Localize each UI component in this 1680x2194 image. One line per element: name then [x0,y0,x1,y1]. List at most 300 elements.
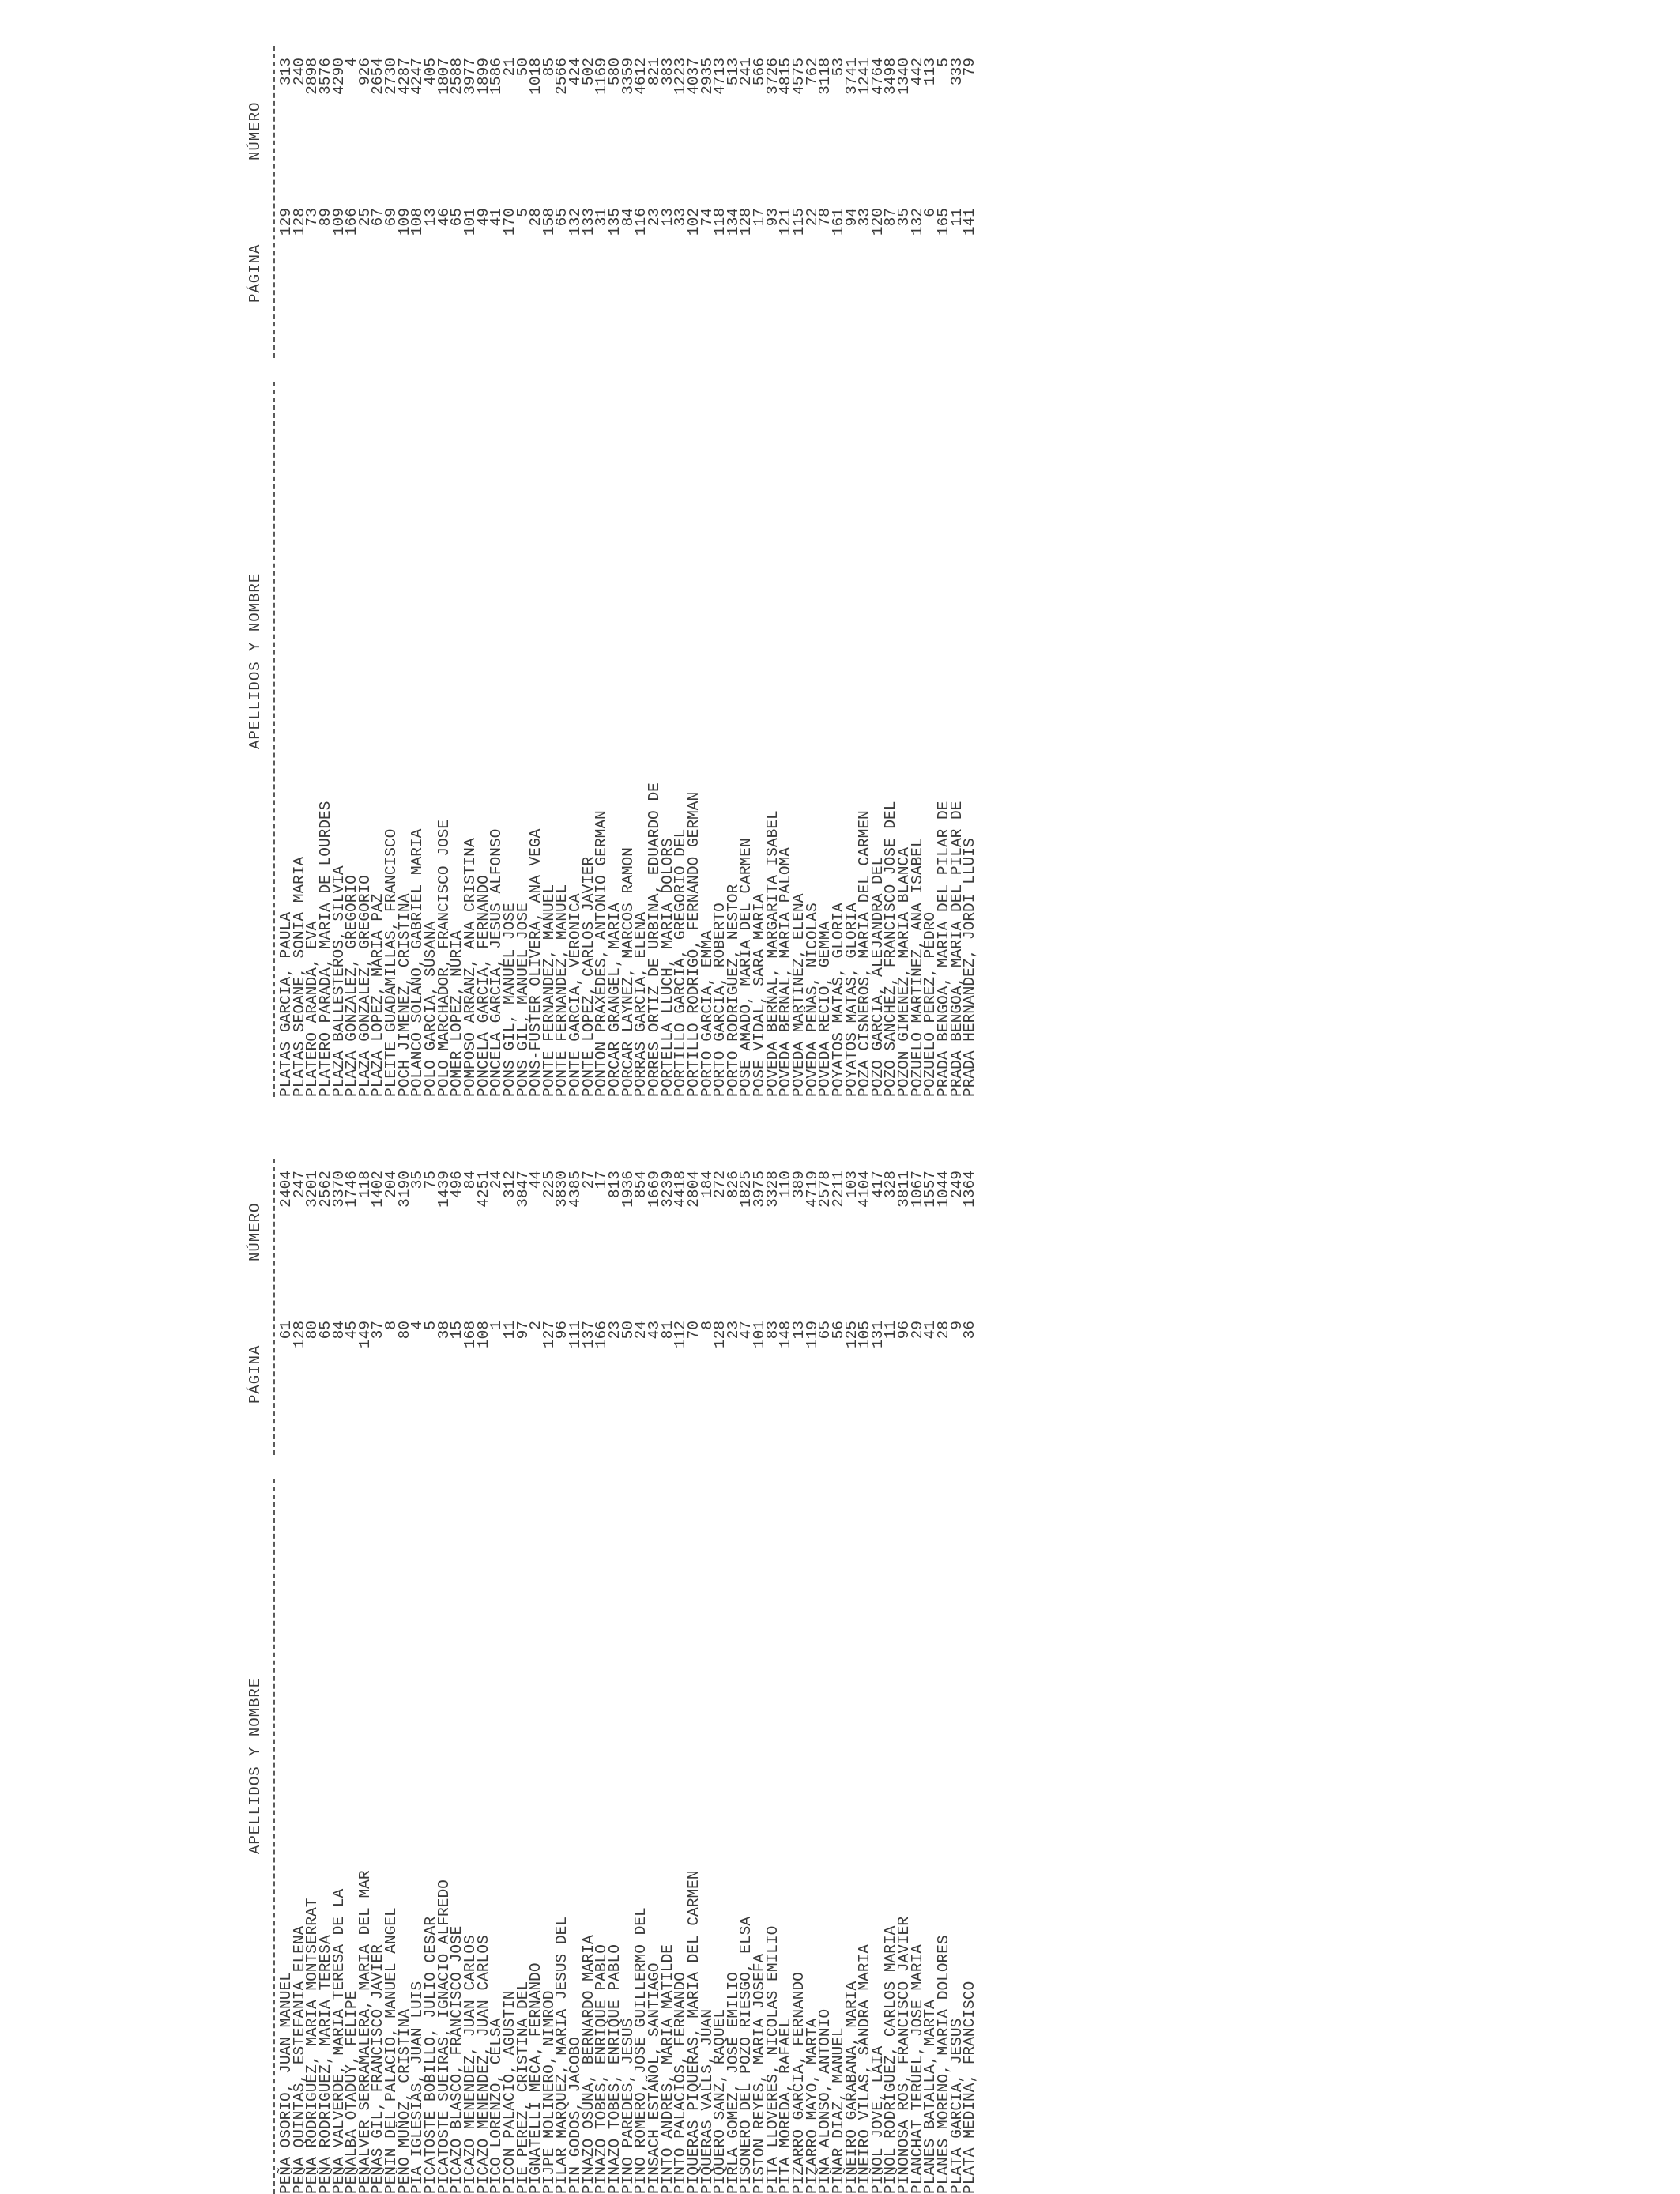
entry-name: PLANCHAT TERUEL, JOSE MARIA [908,1944,926,2194]
entry-number: 2935 [698,58,716,95]
entry-number: 826 [724,1171,742,1199]
entry-page: 13 [789,1321,808,1340]
entry-number: 1044 [935,1171,953,1208]
entry-number: 249 [947,1171,966,1199]
entry-page: 94 [842,208,861,227]
entry-page: 109 [330,208,348,236]
entry-page: 23 [606,1321,624,1340]
entry-page: 115 [789,208,808,236]
entry-name: PIE PEREZ, CRISTINA DEL [514,1981,532,2194]
entry-page: 1 [488,1321,506,1330]
entry-page: 45 [343,1321,361,1340]
entry-name: PLANES MORENO, MARIA DOLORES [935,1935,953,2194]
entry-number: 1586 [488,58,506,95]
entry-page: 128 [711,1321,729,1349]
entry-name: PONCELA GARCIA, JESUS ALFONSO [488,828,506,1097]
entry-number: 3239 [658,1171,676,1208]
entry-number: 417 [868,1171,887,1199]
entry-name: PIA IGLESIAS, JUAN LUIS [409,1981,427,2194]
entry-name: POYATOS MATAS, GLORIA [829,903,847,1097]
entry-number: 580 [606,58,624,86]
entry-number: 1439 [435,1171,453,1208]
entry-page: 65 [316,1321,334,1340]
entry-name: PINO PAREDES, JESUS [619,2018,637,2194]
entry-page: 33 [856,208,874,227]
entry-page: 134 [724,208,742,236]
entry-page: 65 [816,1321,834,1340]
entry-name: POVEDA BERNAL, MARIA PALOMA [777,847,795,1097]
entry-page: 5 [514,208,532,217]
entry-name: PIÑOL JOVE, LAIA [868,2045,887,2194]
entry-number: 4 [343,58,361,67]
entry-number: 513 [724,58,742,86]
entry-number: 5 [935,58,953,67]
entry-name: PIQUERAS PIQUERAS, MARIA DEL CARMEN [684,1870,703,2194]
entry-name: PEÑA VALVERDE, MARIA TERESA DE LA [330,1888,348,2194]
entry-name: PINSACH ESTAÑOL, SANTIAGO [645,1962,663,2194]
entry-name: PLATAS GARCIA, PAULA [277,911,295,1097]
entry-page: 96 [553,1321,571,1340]
entry-name: PIGNATELLI MECA, FERNANDO [527,1962,545,2194]
entry-name: PICO LORENZO, CELSA [488,2018,506,2194]
entry-number: 4764 [868,58,887,95]
entry-name: POZON GIMENEZ, MARIA BLANCA [895,847,913,1097]
entry-page: 43 [645,1321,663,1340]
entry-number: 813 [606,1171,624,1199]
entry-number: 2804 [684,1171,703,1208]
entry-name: POZO GARCIA, ALEJANDRA DEL [868,856,887,1097]
entry-page: 28 [935,1321,953,1340]
entry-page: 119 [803,1321,821,1349]
entry-name: PLATAS SEOANE, SONIA MARIA [290,856,308,1097]
entry-name: PICATOSTE BOBILLO, JULIO CESAR [422,1916,440,2194]
entry-name: PEÑALVER SERRAMALERA, MARIA DEL MAR [356,1870,374,2194]
entry-name: POMPOSO ARRANZ, ANA CRISTINA [461,838,479,1097]
entry-number: 4719 [803,1171,821,1208]
entry-page: 128 [290,208,308,236]
entry-name: PONS GIL, MANUEL JOSE [500,903,518,1097]
entry-page: 84 [619,208,637,227]
entry-number: 3975 [751,1171,769,1208]
entry-page: 23 [645,208,663,227]
entry-page: 80 [395,1321,413,1340]
entry-page: 84 [330,1321,348,1340]
entry-number: 3741 [842,58,861,95]
entry-page: 166 [593,1321,611,1349]
entry-number: 1557 [921,1171,940,1208]
entry-page: 11 [882,1321,900,1340]
entry-page: 129 [277,208,295,236]
entry-number: 762 [803,58,821,86]
entry-name: PICAZO MENENDEZ, JUAN CARLOS [474,1935,492,2194]
entry-number: 241 [737,58,755,86]
entry-name: PIQUERO SANZ, RAQUEL [711,2008,729,2194]
entry-number: 84 [461,1171,479,1189]
entry-number: 3498 [882,58,900,95]
entry-number: 4612 [632,58,650,95]
entry-name: PEÑA RODRIGUEZ, MARIA TERESA [316,1935,334,2194]
entry-name: PLAZA LOPEZ, MARIA PAZ [369,893,387,1097]
header-name: APELLIDOS Y NOMBRE [247,572,264,749]
entry-page: 37 [369,1321,387,1340]
entry-page: 128 [290,1321,308,1349]
entry-page: 170 [500,208,518,236]
entry-page: 23 [724,1321,742,1340]
entry-page: 149 [356,1321,374,1349]
entry-page: 8 [698,1321,716,1330]
entry-number: 2654 [369,58,387,95]
entry-name: PORTO RODRIGUEZ, NESTOR [724,884,742,1097]
entry-name: PINTO ANDRES, MARIA MATILDE [658,1944,676,2194]
entry-page: 49 [474,208,492,227]
entry-number: 1825 [737,1171,755,1208]
entry-page: 69 [382,208,401,227]
entry-number: 103 [842,1171,861,1199]
index-entry [858,1159,872,2194]
entry-page: 131 [868,1321,887,1349]
entry-name: PONS GIL, MANUEL JOSE [514,903,532,1097]
header-page: PÁGINA [247,243,264,303]
entry-page: 24 [632,1321,650,1340]
entry-name: PORRAS GARCIA, ELENA [632,911,650,1097]
entry-page: 65 [448,208,466,227]
entry-number: 328 [882,1171,900,1199]
entry-number: 118 [356,1171,374,1199]
entry-number: 225 [540,1171,558,1199]
entry-name: PORTO GARCIA, EMMA [698,930,716,1097]
entry-page: 101 [751,1321,769,1349]
entry-name: PINTO PALACIOS, FERNANDO [672,1972,690,2194]
entry-page: 31 [593,208,611,227]
entry-page: 97 [514,1321,532,1340]
entry-name: PLAZA GONZALEZ, GREGORIO [356,875,374,1097]
entry-page: 61 [277,1321,295,1340]
entry-number: 1340 [895,58,913,95]
entry-number: 1169 [593,58,611,95]
entry-page: 13 [658,208,676,227]
entry-list [277,1159,979,2194]
entry-number: 110 [777,1171,795,1199]
entry-number: 3190 [395,1171,413,1208]
entry-page: 116 [632,208,650,236]
entry-name: POLO MARCHADOR, FRANCISCO JOSE [435,819,453,1097]
entry-page: 125 [842,1321,861,1349]
entry-number: 4713 [711,58,729,95]
entry-name: PORRES ORTIZ DE URBINA, EDUARDO DE [645,782,663,1097]
entry-name: PINAZO OSUNA, BERNARDO MARIA [579,1935,597,2194]
entry-name: PICAZO BLASCO, FRANCISCO JOSE [448,1925,466,2194]
header-name: APELLIDOS Y NOMBRE [247,1677,264,1854]
entry-name: PIZARRO GARCIA, FERNANDO [789,1972,808,2194]
entry-number: 4287 [395,58,413,95]
entry-number: 3811 [895,1171,913,1208]
entry-number: 3118 [816,58,834,95]
entry-page: 9 [947,1321,966,1330]
entry-list [277,46,979,1097]
entry-number: 821 [645,58,663,86]
entry-number: 1936 [619,1171,637,1208]
entry-number: 383 [658,58,676,86]
entry-number: 4104 [856,1171,874,1208]
entry-name: PONTE LOPEZ, CARLOS JAVIER [579,856,597,1097]
entry-number: 24 [488,1171,506,1189]
entry-name: POMER LOPEZ, NURIA [448,930,466,1097]
entry-name: PEÑALBA OTADUY, FELIPE [343,1990,361,2194]
entry-name: PICAZO MENENDEZ, JUAN CARLOS [461,1935,479,2194]
entry-page: 67 [369,208,387,227]
entry-number: 566 [751,58,769,86]
entry-name: PLATERO ARANDA, EVA [303,921,322,1097]
entry-page: 47 [737,1321,755,1340]
entry-name: PORTELLA LLUCH, MARIA DOLORS [658,838,676,1097]
entry-name: PISONERO DEL POZO RIESGO, ELSA [737,1916,755,2194]
entry-page: 25 [356,208,374,227]
index-entry [963,46,977,1097]
entry-name: PIÑEIRO VILAS, SANDRA MARIA [856,1944,874,2194]
entry-number: 240 [290,58,308,86]
entry-page: 158 [540,208,558,236]
entry-page: 89 [316,208,334,227]
entry-number: 3977 [461,58,479,95]
entry-name: PLATERO PARADA, MARIA DE LOURDES [316,801,334,1097]
entry-number: 2730 [382,58,401,95]
entry-number: 313 [277,58,295,86]
entry-page: 112 [672,1321,690,1349]
entry-number: 2404 [277,1171,295,1208]
entry-name: PORTILLO GARCIA, GREGORIO DEL [672,828,690,1097]
index-column-left [0,1159,1680,2194]
entry-name: PLANES BATALLA, MARTA [921,2000,940,2194]
entry-name: POVEDA RECIO, GEMMA [816,921,834,1097]
entry-number: 50 [514,58,532,77]
entry-number: 442 [908,58,926,86]
entry-number: 333 [947,58,966,86]
entry-number: 1364 [961,1171,979,1208]
entry-name: POCH JIMENEZ, CRISTINA [395,893,413,1097]
entry-name: PEÑA RODRIGUEZ, MARIA MONTSERRAT [303,1898,322,2194]
entry-number: 3328 [763,1171,782,1208]
entry-number: 502 [579,58,597,86]
entry-number: 4385 [567,1171,585,1208]
entry-number: 4815 [777,58,795,95]
entry-name: PICON PALACIO, AGUSTIN [500,1990,518,2194]
entry-number: 4575 [789,58,808,95]
entry-number: 3370 [330,1171,348,1208]
entry-name: PEÑA QUINTAS, ESTEFANIA ELENA [290,1925,308,2194]
entry-page: 80 [303,1321,322,1340]
entry-number: 926 [356,58,374,86]
entry-page: 78 [816,208,834,227]
entry-number: 113 [921,58,940,86]
entry-name: POLO GARCIA, SUSANA [422,921,440,1097]
header-divider [273,1479,275,2194]
entry-name: PEÑAS GIL, FRANCISCO JAVIER [369,1944,387,2194]
entry-number: 2898 [303,58,322,95]
entry-number: 424 [567,58,585,86]
entry-page: 132 [908,208,926,236]
entry-number: 3830 [553,1171,571,1208]
entry-number: 21 [500,58,518,77]
entry-page: 70 [684,1321,703,1340]
entry-name: PONTE GARCIA, VERONICA [567,893,585,1097]
entry-name: PONTE FERNANDEZ, MANUEL [540,884,558,1097]
entry-name: PONTE FERNANDEZ, MANUEL [553,884,571,1097]
entry-page: 65 [553,208,571,227]
entry-number: 2562 [316,1171,334,1208]
entry-name: POLANCO SOLANO, GABRIEL MARIA [409,828,427,1097]
entry-page: 41 [921,1321,940,1340]
entry-name: PORTO GARCIA, ROBERTO [711,903,729,1097]
entry-name: PITA MOREDA, RAFAEL [777,2018,795,2194]
entry-page: 148 [777,1321,795,1349]
entry-page: 128 [737,208,755,236]
entry-page: 11 [947,208,966,227]
entry-number: 4290 [330,58,348,95]
entry-name: PIZARRO MAYO, MARTA [803,2018,821,2194]
entry-name: PORCAR LAYNEZ, MARCOS RAMON [619,847,637,1097]
entry-page: 22 [803,208,821,227]
entry-name: POSE AMADO, MARIA DEL CARMEN [737,838,755,1097]
entry-number: 247 [290,1171,308,1199]
entry-name: POVEDA MARTINEZ, ELENA [789,893,808,1097]
entry-page: 33 [672,208,690,227]
column-headers [247,1159,267,2194]
entry-number: 3576 [316,58,334,95]
entry-number: 184 [698,1171,716,1199]
entry-number: 1018 [527,58,545,95]
entry-page: 28 [527,208,545,227]
entry-page: 101 [461,208,479,236]
entry-page: 141 [961,208,979,236]
entry-number: 35 [409,1171,427,1189]
entry-number: 4418 [672,1171,690,1208]
entry-number: 1241 [856,58,874,95]
entry-name: PIÑOL RODRIGUEZ, CARLOS MARIA [882,1925,900,2194]
entry-number: 1899 [474,58,492,95]
entry-name: POZUELO MARTINEZ, ANA ISABEL [908,838,926,1097]
entry-page: 108 [474,1321,492,1349]
entry-page: 11 [500,1321,518,1340]
entry-page: 121 [777,208,795,236]
header-number: NÚMERO [247,101,264,160]
entry-name: PICATOSTE SUEIRAS, IGNACIO ALFREDO [435,1879,453,2194]
entry-page: 127 [540,1321,558,1349]
index-entry [963,1159,977,2194]
entry-name: PEÑO MUÑOZ, CRISTINA [395,2008,413,2194]
entry-number: 79 [961,58,979,77]
entry-name: PORCAR GRANGEL, MARIA [606,903,624,1097]
entry-name: PRADA HERNANDEZ, JORDI LLUIS [961,838,979,1097]
entry-number: 2211 [829,1171,847,1208]
entry-page: 93 [763,208,782,227]
entry-name: PIÑEIRO GARABANA, MARIA [842,1981,861,2194]
index-column-right [0,46,1680,1097]
entry-name: POSE VIDAL, SARA MARIA [751,893,769,1097]
entry-page: 2 [527,1321,545,1330]
entry-number: 3726 [763,58,782,95]
entry-page: 81 [658,1321,676,1340]
entry-number: 272 [711,1171,729,1199]
entry-page: 74 [698,208,716,227]
entry-page: 165 [935,208,953,236]
entry-number: 2588 [448,58,466,95]
entry-number: 4247 [409,58,427,95]
entry-name: POZA CISNEROS, MARIA DEL CARMEN [856,810,874,1097]
entry-name: PIJPE MOLINERO, NIMROD [540,1990,558,2194]
entry-name: PLATA MEDINA, FRANCISCO [961,1981,979,2194]
entry-number: 4037 [684,58,703,95]
entry-page: 17 [751,208,769,227]
entry-name: PRADA BENGOA, MARIA DEL PILAR DE [935,801,953,1097]
header-number: NÚMERO [247,1202,264,1261]
entry-number: 1223 [672,58,690,95]
entry-name: PINAZO TOBES, ENRIQUE PABLO [593,1944,611,2194]
entry-name: PONCELA GARCIA, FERNANDO [474,875,492,1097]
entry-page: 132 [567,208,585,236]
entry-page: 118 [711,208,729,236]
entry-number: 3847 [514,1171,532,1208]
entry-page: 73 [303,208,322,227]
entry-number: 1807 [435,58,453,95]
entry-page: 36 [961,1321,979,1340]
entry-number: 1067 [908,1171,926,1208]
entry-page: 87 [882,208,900,227]
entry-name: PONTON PRAXEDES, ANTONIO GERMAN [593,810,611,1097]
entry-name: PINO ROMERO, JOSE GUILLERMO DEL [632,1907,650,2194]
entry-name: PLATA GARCIA, JESUS [947,2018,966,2194]
entry-name: PISTON REYES, MARIA JOSEFA [751,1953,769,2194]
entry-page: 96 [895,1321,913,1340]
entry-page: 102 [684,208,703,236]
entry-number: 496 [448,1171,466,1199]
column-headers [247,46,267,1097]
entry-number: 1746 [343,1171,361,1208]
entry-page: 109 [395,208,413,236]
entry-name: POZUELO PEREZ, PEDRO [921,911,940,1097]
entry-number: 17 [593,1171,611,1189]
entry-page: 50 [619,1321,637,1340]
entry-number: 405 [422,58,440,86]
entry-name: PIÑA ALONSO, ANTONIO [816,2008,834,2194]
entry-number: 389 [789,1171,808,1199]
header-divider [273,46,275,358]
entry-name: PONS-FUSTER OLIVERA, ANA VEGA [527,828,545,1097]
entry-number: 1669 [645,1171,663,1208]
entry-page: 135 [606,208,624,236]
entry-name: PITA LLOVERES, NICOLAS EMILIO [763,1925,782,2194]
entry-name: POVEDA PEÑAS, NICOLAS [803,903,821,1097]
entry-number: 27 [579,1171,597,1189]
entry-name: PIN GODOS, JACOBO [567,2037,585,2194]
entry-name: PILAR MARQUEZ, MARIA JESUS DEL [553,1916,571,2194]
entry-page: 6 [921,208,940,217]
header-page: PÁGINA [247,1344,264,1404]
entry-page: 35 [895,208,913,227]
entry-number: 854 [632,1171,650,1199]
header-divider [273,1159,275,1455]
entry-name: PINAZO TOBES, ENRIQUE PABLO [606,1944,624,2194]
entry-name: PIÑAR DIAZ, MANUEL [829,2027,847,2194]
entry-name: PEÑA OSORIO, JUAN MANUEL [277,1972,295,2194]
entry-page: 111 [567,1321,585,1349]
entry-name: PLEITE GUADAMILLAS, FRANCISCO [382,828,401,1097]
entry-number: 4251 [474,1171,492,1208]
entry-page: 46 [435,208,453,227]
entry-name: POZO SANCHEZ, FRANCISCO JOSE DEL [882,801,900,1097]
entry-name: POVEDA BERNAL, MARGARITA ISABEL [763,810,782,1097]
entry-name: PLAZA BALLESTEROS, SILVIA [330,865,348,1097]
entry-number: 1402 [369,1171,387,1208]
